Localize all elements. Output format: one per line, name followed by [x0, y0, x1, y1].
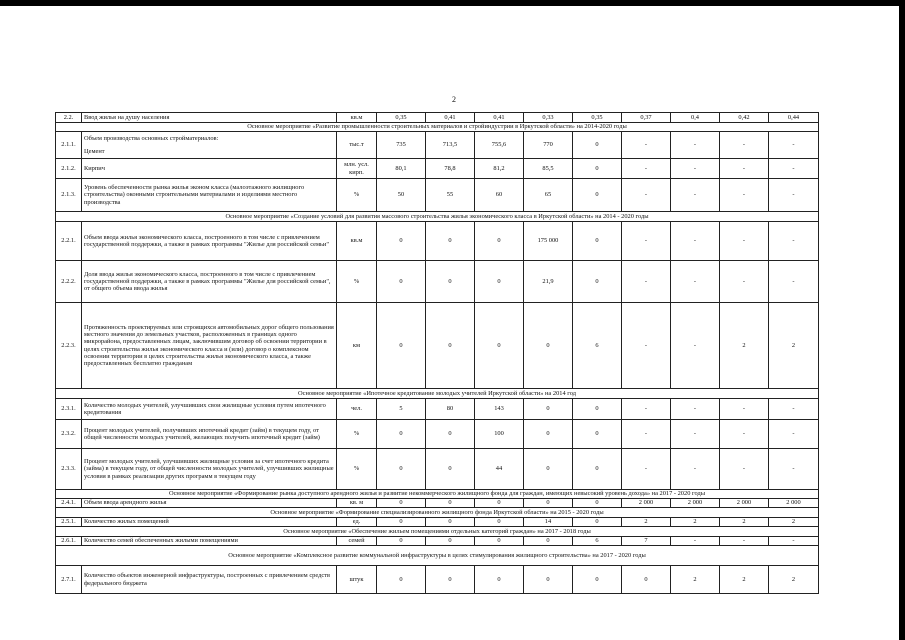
- row-number: 2.2.1.: [56, 222, 82, 261]
- indicator-text: Объем ввода жилья экономического класса, построенного в том числе с привлечением государственной поддержки, а также в рамках программы "Жилье для российской семьи": [84, 233, 329, 248]
- value-cell: 81,2: [475, 159, 524, 179]
- unit: ед.: [337, 518, 377, 527]
- value-cell: 0: [377, 518, 426, 527]
- value-cell: -: [671, 132, 720, 159]
- value-cell: 0: [524, 449, 573, 490]
- value-cell: -: [720, 420, 769, 449]
- value-cell: 50: [377, 179, 426, 212]
- value-cell: 0: [377, 449, 426, 490]
- value-cell: 6: [573, 303, 622, 389]
- value-cell: -: [671, 261, 720, 303]
- indicator-name: [82, 222, 337, 261]
- value-cell: 0: [573, 222, 622, 261]
- value-cell: 0: [573, 566, 622, 594]
- value-cell: -: [671, 399, 720, 420]
- value-cell: 0,35: [377, 113, 426, 123]
- row-number: 2.5.1.: [56, 518, 82, 527]
- table-row: [56, 303, 819, 389]
- table-row: [56, 399, 819, 420]
- table-row: [56, 499, 819, 508]
- row-number: 2.1.1.: [56, 132, 82, 159]
- value-cell: 0: [524, 303, 573, 389]
- value-cell: 2: [720, 566, 769, 594]
- value-cell: 0: [426, 449, 475, 490]
- value-cell: 735: [377, 132, 426, 159]
- indicator-name: [82, 566, 337, 594]
- value-cell: -: [769, 132, 819, 159]
- value-cell: 0: [377, 566, 426, 594]
- indicator-name: [82, 420, 337, 449]
- indicator-text: Количество молодых учителей, улучшивших свои жилищные условия путем ипотечного кредитования: [84, 401, 326, 416]
- value-cell: 0: [377, 499, 426, 508]
- value-cell: -: [622, 399, 671, 420]
- value-cell: -: [769, 537, 819, 546]
- indicator-name: [82, 449, 337, 490]
- value-cell: 0: [524, 499, 573, 508]
- unit: семей: [337, 537, 377, 546]
- value-cell: 6: [573, 537, 622, 546]
- value-cell: 2: [720, 303, 769, 389]
- value-cell: 0: [524, 420, 573, 449]
- value-cell: 175 000: [524, 222, 573, 261]
- value-cell: 0: [573, 132, 622, 159]
- indicator-name: [82, 399, 337, 420]
- value-cell: 65: [524, 179, 573, 212]
- value-cell: 0: [377, 261, 426, 303]
- indicator-text: Процент молодых учителей, улучшивших жилищные условия за счет ипотечного кредита (займа) в текущем году, от общей численности молодых учителей, улучшивших жилищные условия в рамках реализации других программ в текущем году: [84, 458, 334, 480]
- value-cell: 0,37: [622, 113, 671, 123]
- value-cell: -: [671, 179, 720, 212]
- value-cell: -: [720, 449, 769, 490]
- value-cell: -: [671, 159, 720, 179]
- table-row: [56, 159, 819, 179]
- section-row: [56, 389, 819, 399]
- value-cell: -: [769, 222, 819, 261]
- indicator-text: Процент молодых учителей, получивших ипотечный кредит (займ) в текущем году, от общей численности молодых учителей, желающих получить ипотечный кредит (займ): [84, 426, 320, 441]
- unit: тыс.т: [337, 132, 377, 159]
- value-cell: 0: [426, 537, 475, 546]
- value-cell: 0: [524, 399, 573, 420]
- value-cell: 44: [475, 449, 524, 490]
- row-number: 2.1.2.: [56, 159, 82, 179]
- table-row: [56, 566, 819, 594]
- value-cell: 0: [475, 261, 524, 303]
- value-cell: -: [671, 222, 720, 261]
- value-cell: -: [622, 159, 671, 179]
- value-cell: -: [622, 303, 671, 389]
- value-cell: 2: [671, 566, 720, 594]
- indicator-text: Объем ввода арендного жилья: [84, 499, 167, 507]
- value-cell: 55: [426, 179, 475, 212]
- value-cell: 0: [524, 566, 573, 594]
- value-cell: -: [671, 420, 720, 449]
- value-cell: 2 000: [622, 499, 671, 508]
- indicator-subtext: Цемент: [84, 148, 105, 155]
- indicator-name: [82, 303, 337, 389]
- unit: кв.м: [337, 222, 377, 261]
- value-cell: 0: [475, 303, 524, 389]
- value-cell: 0: [475, 566, 524, 594]
- value-cell: 755,6: [475, 132, 524, 159]
- value-cell: -: [671, 537, 720, 546]
- value-cell: -: [720, 537, 769, 546]
- value-cell: 100: [475, 420, 524, 449]
- section-title: Основное мероприятие «Формирование рынка доступного арендного жилья и развитие некоммерческого жилищного фонда для граждан, имеющих невысокий уровень дохода» на 2017 - 2020 годы: [56, 490, 819, 499]
- scan-edge-right: [899, 0, 905, 640]
- indicator-name: [82, 179, 337, 212]
- table-row: [56, 222, 819, 261]
- value-cell: 0: [475, 222, 524, 261]
- value-cell: 0,41: [475, 113, 524, 123]
- value-cell: 0: [426, 222, 475, 261]
- value-cell: -: [622, 222, 671, 261]
- value-cell: -: [671, 303, 720, 389]
- value-cell: 0,41: [426, 113, 475, 123]
- row-number: 2.4.1.: [56, 499, 82, 508]
- indicator-name: [82, 499, 337, 508]
- row-number: 2.3.1.: [56, 399, 82, 420]
- section-row: [56, 508, 819, 518]
- value-cell: 0: [475, 537, 524, 546]
- table-row: [56, 132, 819, 159]
- indicator-name: [82, 159, 337, 179]
- value-cell: 2: [769, 303, 819, 389]
- indicator-text: Уровень обеспеченности рынка жилья эконом класса (малоэтажного жилищного строительства) оконными строительными материалами и изделиями местного производства: [84, 184, 305, 206]
- value-cell: 5: [377, 399, 426, 420]
- value-cell: 0,35: [573, 113, 622, 123]
- value-cell: -: [769, 449, 819, 490]
- value-cell: -: [769, 399, 819, 420]
- value-cell: 0: [622, 566, 671, 594]
- section-row: [56, 123, 819, 132]
- value-cell: -: [720, 159, 769, 179]
- value-cell: 0: [377, 222, 426, 261]
- value-cell: 60: [475, 179, 524, 212]
- value-cell: 0,42: [720, 113, 769, 123]
- indicator-text: Доля ввода жилья экономического класса, построенного в том числе с привлечением государственной поддержки, а также в рамках программы "Жилье для российской семьи", от общего объема ввода жилья: [84, 270, 331, 293]
- value-cell: 713,5: [426, 132, 475, 159]
- unit: %: [337, 420, 377, 449]
- indicator-name: [82, 132, 337, 159]
- value-cell: 0: [573, 399, 622, 420]
- value-cell: -: [720, 261, 769, 303]
- value-cell: 0: [426, 499, 475, 508]
- indicator-text: Ввод жилья на душу населения: [84, 113, 170, 121]
- indicators-table: [55, 112, 819, 594]
- value-cell: 0: [377, 303, 426, 389]
- indicator-text: Количество объектов инженерной инфраструктуры, построенных с привлечением средств федерального бюджета: [84, 572, 330, 587]
- indicator-text: Количество семей обеспеченных жилыми помещениями: [84, 537, 238, 545]
- value-cell: -: [622, 132, 671, 159]
- value-cell: -: [622, 261, 671, 303]
- section-row: [56, 527, 819, 537]
- table-row: [56, 537, 819, 546]
- value-cell: -: [720, 222, 769, 261]
- value-cell: 2 000: [769, 499, 819, 508]
- table-row: [56, 449, 819, 490]
- value-cell: -: [769, 261, 819, 303]
- table-row: [56, 179, 819, 212]
- row-number: 2.3.2.: [56, 420, 82, 449]
- value-cell: 80,1: [377, 159, 426, 179]
- section-title: Основное мероприятие «Комплексное развитие коммунальной инфраструктуры в целях стимулирования жилищного строительства» на 2017 - 2020 годы: [56, 546, 819, 566]
- value-cell: 0: [524, 537, 573, 546]
- value-cell: 2 000: [720, 499, 769, 508]
- section-title: Основное мероприятие «Развитие промышленности строительных материалов и стройиндустрии в Иркутской области» на 2014-2020 годы: [56, 123, 819, 132]
- value-cell: 80: [426, 399, 475, 420]
- value-cell: 0: [377, 537, 426, 546]
- page-number: 2: [452, 95, 456, 104]
- unit: штук: [337, 566, 377, 594]
- section-title: Основное мероприятие «Обеспечение жильем помещениями отдельных категорий граждан» на 2017 - 2018 годы: [56, 527, 819, 537]
- value-cell: 0: [426, 518, 475, 527]
- section-title: Основное мероприятие «Формирование специализированного жилищного фонда Иркутской области» на 2015 - 2020 годы: [56, 508, 819, 518]
- section-title: Основное мероприятие «Ипотечное кредитование молодых учителей Иркутской области» на 2014 год: [56, 389, 819, 399]
- row-number: 2.7.1.: [56, 566, 82, 594]
- indicator-name: [82, 261, 337, 303]
- value-cell: 0: [573, 518, 622, 527]
- value-cell: -: [720, 132, 769, 159]
- value-cell: 78,8: [426, 159, 475, 179]
- value-cell: 0: [573, 179, 622, 212]
- row-number: 2.2.3.: [56, 303, 82, 389]
- row-number: 2.2.2.: [56, 261, 82, 303]
- value-cell: -: [720, 179, 769, 212]
- value-cell: -: [622, 179, 671, 212]
- scan-edge-top: [0, 0, 905, 6]
- table-row: [56, 261, 819, 303]
- table-row: [56, 113, 819, 123]
- value-cell: 7: [622, 537, 671, 546]
- value-cell: 0: [475, 518, 524, 527]
- table-row: [56, 518, 819, 527]
- value-cell: 14: [524, 518, 573, 527]
- value-cell: 0,33: [524, 113, 573, 123]
- unit: %: [337, 179, 377, 212]
- indicator-name: [82, 113, 337, 123]
- table-row: [56, 420, 819, 449]
- indicator-name: [82, 537, 337, 546]
- value-cell: -: [769, 420, 819, 449]
- value-cell: 2 000: [671, 499, 720, 508]
- value-cell: 2: [622, 518, 671, 527]
- unit: кв. м: [337, 499, 377, 508]
- value-cell: 2: [769, 518, 819, 527]
- value-cell: -: [671, 449, 720, 490]
- value-cell: 85,5: [524, 159, 573, 179]
- row-number: 2.2.: [56, 113, 82, 123]
- indicator-name: [82, 518, 337, 527]
- unit: %: [337, 449, 377, 490]
- row-number: 2.3.3.: [56, 449, 82, 490]
- value-cell: 2: [769, 566, 819, 594]
- value-cell: 770: [524, 132, 573, 159]
- indicator-text: Кирпич: [84, 164, 105, 172]
- value-cell: 0: [573, 449, 622, 490]
- value-cell: 0: [426, 566, 475, 594]
- value-cell: 0: [573, 159, 622, 179]
- value-cell: 0: [573, 499, 622, 508]
- indicator-text: Объем производства основных стройматериалов:: [84, 134, 219, 142]
- value-cell: -: [720, 399, 769, 420]
- value-cell: -: [769, 159, 819, 179]
- indicator-text: Количество жилых помещений: [84, 518, 169, 526]
- unit: %: [337, 261, 377, 303]
- unit: млн. усл. кирп.: [337, 159, 377, 179]
- value-cell: -: [622, 449, 671, 490]
- row-number: 2.6.1.: [56, 537, 82, 546]
- value-cell: -: [622, 420, 671, 449]
- value-cell: 0,4: [671, 113, 720, 123]
- section-row: [56, 546, 819, 566]
- value-cell: 21,9: [524, 261, 573, 303]
- value-cell: -: [769, 179, 819, 212]
- indicator-text: Протяженность проектируемых или строящихся автомобильных дорог общего пользования местного значения до земельных участков, расположенных в границах одного микрорайона, предоставленных лицам, заключившим договор об освоении территории в целях строительства жилья экономического класса и (или) договор о комплексном освоении территории в целях строительства жилья экономического класса, а также предоставленных бесплатно гражданам: [84, 323, 334, 367]
- row-number: 2.1.3.: [56, 179, 82, 212]
- unit: км: [337, 303, 377, 389]
- section-title: Основное мероприятие «Создание условий для развития массового строительства жилья экономического класса в Иркутской области» на 2014 - 2020 годы: [56, 212, 819, 222]
- value-cell: 0: [573, 420, 622, 449]
- unit: чел.: [337, 399, 377, 420]
- value-cell: 0: [426, 420, 475, 449]
- section-row: [56, 212, 819, 222]
- value-cell: 0: [426, 303, 475, 389]
- value-cell: 0: [377, 420, 426, 449]
- value-cell: 2: [671, 518, 720, 527]
- value-cell: 0,44: [769, 113, 819, 123]
- value-cell: 0: [573, 261, 622, 303]
- value-cell: 143: [475, 399, 524, 420]
- value-cell: 2: [720, 518, 769, 527]
- section-row: [56, 490, 819, 499]
- value-cell: 0: [426, 261, 475, 303]
- value-cell: 0: [475, 499, 524, 508]
- unit: кв.м: [337, 113, 377, 123]
